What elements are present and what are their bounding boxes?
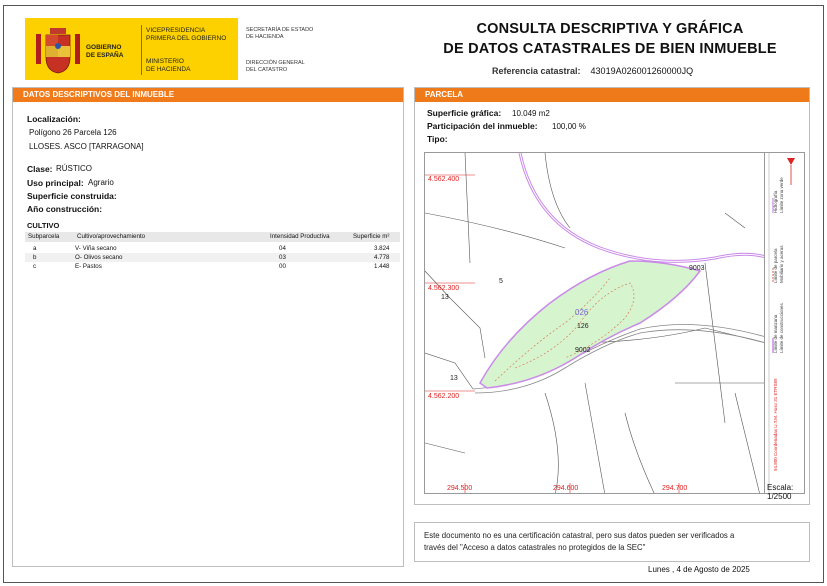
north-arrow-icon: [787, 158, 795, 165]
referencia-catastral: Referencia catastral: 43019A026001260000JQ: [492, 66, 694, 76]
localizacion-line2: LLOSES. ASCO [TARRAGONA]: [29, 142, 144, 151]
uso-principal-label: Uso principal:: [27, 178, 84, 188]
cultivo-table-header: [25, 232, 400, 242]
legend-item: Límite zona verde: [779, 177, 784, 213]
legend-item: Mobiliario y aceras: [779, 245, 784, 283]
superficie-grafica-value: 10.049 m2: [512, 109, 550, 118]
uso-principal-value: Agrario: [88, 178, 114, 187]
anio-construccion-label: Año construcción:: [27, 204, 103, 214]
secretaria-label: SECRETARÍA DE ESTADO DE HACIENDA: [246, 27, 314, 40]
clase-value: RÚSTICO: [56, 164, 92, 173]
y-coord-label: 4.562.300: [428, 285, 460, 292]
col-intensidad: Intensidad Productiva: [270, 233, 330, 240]
vicepresidencia-label: VICEPRESIDENCIA PRIMERA DEL GOBIERNO: [146, 27, 227, 42]
map-svg: [425, 153, 765, 494]
parcel-label: 9002: [575, 347, 591, 354]
legend-item: Límite de manzana: [773, 314, 778, 353]
legend-item: Hidrografía: [773, 190, 778, 213]
coat-of-arms-icon: [36, 26, 80, 74]
table-row: b O- Olivos secano 03 4.778: [33, 254, 390, 261]
parcel-label: 13: [450, 375, 458, 382]
descriptive-data-header: DATOS DESCRIPTIVOS DEL INMUEBLE: [13, 88, 403, 102]
direccion-label: DIRECCIÓN GENERAL DEL CATASTRO: [246, 60, 305, 73]
y-coord-label: 4.562.200: [428, 393, 460, 400]
table-row: a V- Viña secano 04 3.824: [33, 245, 390, 252]
x-coord-label: 294.700: [662, 485, 688, 492]
legend-svg: [765, 153, 805, 495]
parcel-label: 5: [499, 278, 503, 285]
superficie-grafica-label: Superficie gráfica:: [427, 108, 502, 118]
localizacion-label: Localización:: [27, 114, 81, 124]
parcel-label: 026: [575, 308, 589, 317]
col-superficie: Superficie m²: [353, 233, 390, 240]
descriptive-data-panel: [12, 87, 404, 567]
col-subparcela: Subparcela: [28, 233, 60, 240]
legend-item: Límite de construcciones: [779, 303, 784, 353]
tipo-label: Tipo:: [427, 134, 448, 144]
map-scale: Escala: 1/2500: [767, 483, 794, 501]
legend-footer: 94.800 Coordenadas U.T.M. Huso 31 ETRS89: [773, 378, 778, 471]
col-cultivo: Cultivo/aprovechamiento: [77, 233, 146, 240]
parcel-label: 13: [441, 294, 449, 301]
parcel-label: 9003: [689, 265, 705, 272]
cadastral-map[interactable]: [424, 152, 765, 494]
ministerio-label: MINISTERIO DE HACIENDA: [146, 58, 191, 73]
document-date: Lunes , 4 de Agosto de 2025: [648, 565, 750, 574]
header-divider: [141, 25, 142, 75]
gobierno-espana-label: GOBIERNO DE ESPAÑA: [86, 44, 124, 59]
page-title: CONSULTA DESCRIPTIVA Y GRÁFICA DE DATOS CATASTRALES DE BIEN INMUEBLE: [443, 21, 777, 57]
participacion-label: Participación del inmueble:: [427, 121, 538, 131]
participacion-value: 100,00 %: [552, 122, 586, 131]
parcela-header: PARCELA: [415, 88, 809, 102]
legend-item: Límite de parcela: [773, 248, 778, 283]
cultivo-title: CULTIVO: [27, 221, 60, 230]
table-row: c E- Pastos 00 1.448: [33, 263, 390, 270]
y-coord-label: 4.562.400: [428, 176, 460, 183]
disclaimer-text: Este documento no es una certificación catastral, pero sus datos pueden ser verificados a través del "Acceso a datos catastrales no protegidos de la SEC": [424, 531, 735, 552]
localizacion-line1: Polígono 26 Parcela 126: [29, 128, 117, 137]
clase-label: Clase:: [27, 164, 53, 174]
x-coord-label: 294.600: [553, 485, 579, 492]
parcel-label: 126: [577, 323, 589, 330]
superficie-construida-label: Superficie construida:: [27, 191, 117, 201]
x-coord-label: 294.500: [447, 485, 473, 492]
map-legend: [765, 152, 805, 494]
